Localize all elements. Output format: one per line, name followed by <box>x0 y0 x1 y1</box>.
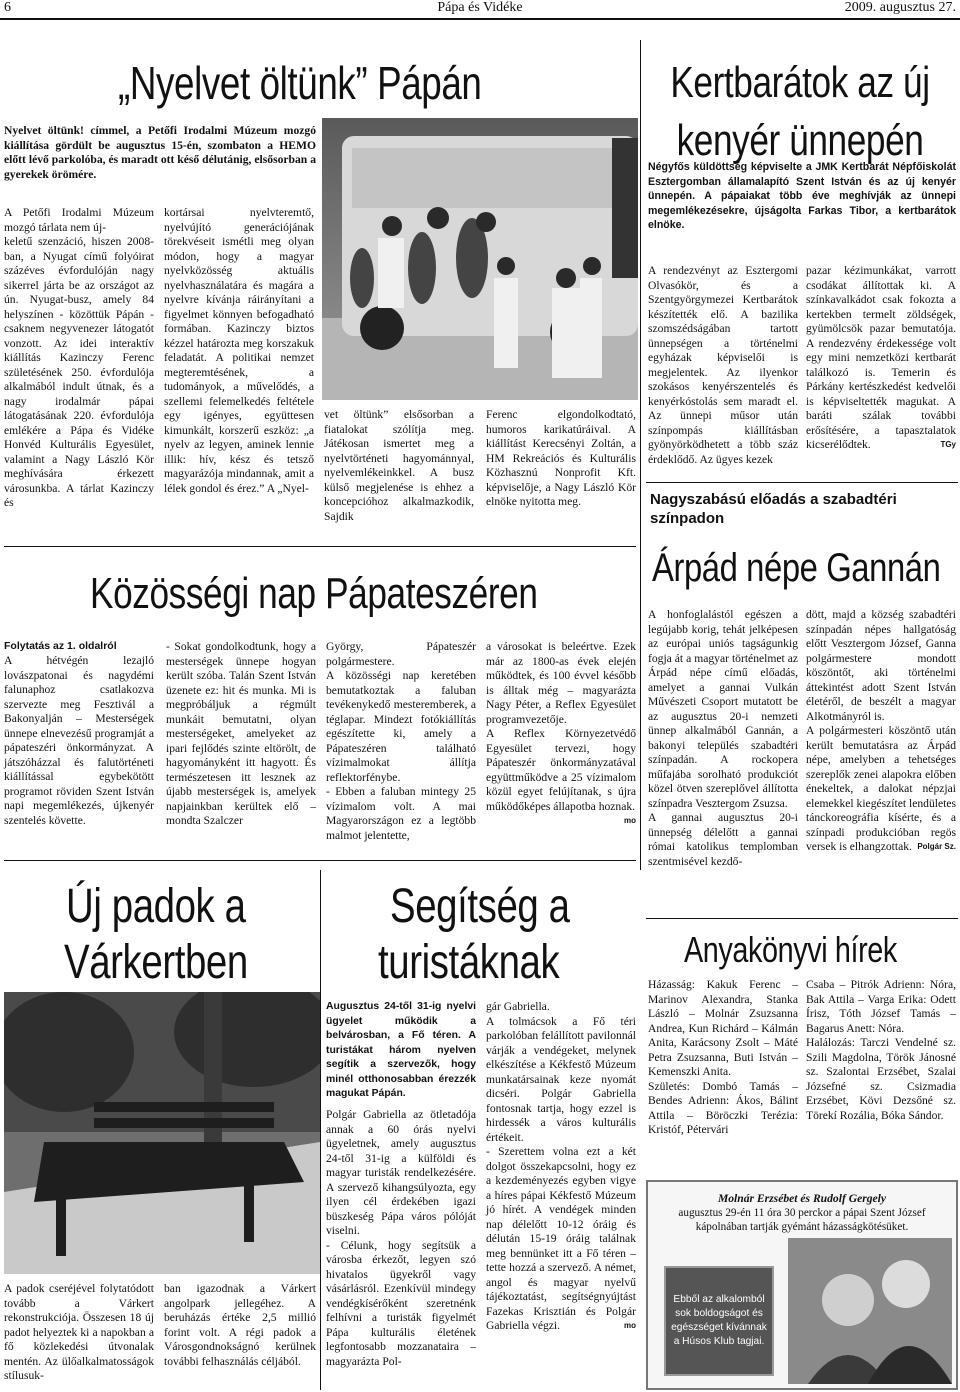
article-title-nyelvet: „Nyelvet öltünk” Pápán <box>118 57 482 109</box>
article-lead-kertbaratok: Négyfős küldöttség képviselte a JMK Kertbarát Népfőiskolát Esztergomban államalapító Szent István és az új kenyér ünnepén. A pápaiakat több éve meghívják az ünnepi megemlékezésekre, újságolta Farkas Tibor, a kertbarátok elnöke. <box>648 161 956 232</box>
article-subtitle-arpad: Nagyszabású előadás a szabadtéri színpadon <box>650 491 897 527</box>
rule-kert-bottom <box>646 482 958 483</box>
arpad-col2-text: dött, majd a község szabadtéri színpadán népes hallgatóság előtt Vesztergom József, Ganna polgármestere mondott köszöntőt, aki történelmi áttekintést adott Szent István életéről, de beszélt a magyar Alkotmányról is. A polgármesteri köszöntő után került bemutatásra az Árpád népe, amelyben a tehetséges szereplők zenei alapokra előben énekeltek, a dalokat népzjai elemekkel kiegészítet lendületes tánckoreográfia kísérte, és a színpadi produkcióban regös versek is elhangzottak. <box>806 608 957 853</box>
nyelvet-col2: kortársai nyelvteremtő, nyelvújító generációjának törekvéseit ismétli meg olyan módon, hogy a magyar nyelvközösség aktuális nyelvhasználatára és magára a nyelvre kívánja ráirányítani a figyelmet könnyen befogadható formában. Kazinczy biztos kézzel határozta meg korszakuk feladatát. A politikai nemzet megteremtésének, a tudományok, a művelődés, a szellemi felemelkedés feltétele egy igényes, együttesen kimunkált, korszerű eszköz: „a nyelv az legyen, aminek lennie illik: hív, kész és tetsző magyarázója mindannak, amit a lélek gondol és érez.” A „Nyel- <box>164 206 314 495</box>
article-title-anyakonyv: Anyakönyvi hírek <box>684 929 897 970</box>
kertbaratok-col2-text: pazar kézimunkákat, varrott csodákat állítottak ki. A színkavalkádot csak fokozta a kertekben termelt zöldségek, gyümölcsök pazar bemutatója. A rendezvény érdekessége volt egy mini nemzetközi kertbarát találkozó is. Temerin és Párkány kertészkedést kedvelői is képviseltették magukat. A baráti szálak további erősítésére, a tapasztalatok kicserélődtek. <box>806 264 956 451</box>
wish-text: Ebből az alkalomból sok boldogságot és egészséget kívánnak a Húsos Klub tagjai. <box>671 1294 767 1347</box>
couple-photo-image <box>788 1238 952 1384</box>
header-rule <box>0 18 960 20</box>
segitseg-col2 <box>486 1000 636 1334</box>
nyelvet-col1: A Petőfi Irodalmi Múzeum mozgó tárlata nem új- keletű szenzáció, hiszen 2008-ban, a Nyugat című folyóirat százéves évfordulóján nagy sikerrel járta be az országot az ún. Nyugat-busz, amely 84 helyszínen - közöttük Pápán - csaknem negyvenezer látogatót vonzott. Az idei interaktív kiállítás Kazinczy Ferenc születésének 250. évfordulója alkalmából indult útnak, és a nagy irodalmár pápai látogatásának 220. évfordulója emlékére a Pápa és Vidéke Honvéd Kulturális Egyesület, valamint a Nagy László Kör meghívására érkezett városunkba. A tárlat Kazinczy és <box>4 206 154 509</box>
article-title-segitseg-2: turistáknak <box>378 936 560 989</box>
couple-photo <box>788 1238 952 1384</box>
kertbaratok-col1: A rendezvényt az Esztergomi Olvasókör, és a Szentgyörgymezei Kertbarátok készítették elő. A bazilika szomszédságában tartott ünnepségen a történelmi egyházak képviselői is megjelentek. Az ilyenkor szokásos kenyérszentelés és kenyérkóstolás sem maradt el. Az ünnepi műsor után színpompás kiállításban gyönyörködhetett a több száz érdeklődő. Az ügyes kezek <box>648 264 798 466</box>
bus-photo-image <box>322 118 638 400</box>
kozossegi-col4-text: a városokat is beleértve. Ezek már az 1800-as évek elején működtek, és 100 évvel később is álltak még – magyarázta Nagy Péter, a Reflex Egyesület programvezetője. A Reflex Környezetvédő Egyesület tervezi, hogy Pápateszér önkormányzatával együttműködve a 25 vízimalom közül egyet felújítanak, s újra működőképes állapotba hoznak. <box>486 640 636 813</box>
kozossegi-col1: A hétvégén lezajló lovászpatonai és nagydémi falunaphoz csatlakozva szervezte meg Fesztivál a Bakonyalján – Mesterségek ünnepe elnevezésű programját a pápateszéri önkormányzat. A játszóházzal és falutörténeti kiállítással egybekötött programot röviden Szent István napi megemlékezés, újkenyér szentelés követte. <box>4 654 154 827</box>
article-title-padok-1: Új padok a <box>66 880 246 933</box>
segitseg-signature: mo <box>624 1321 636 1330</box>
article-title-padok-2: Várkertben <box>64 936 248 989</box>
nyelvet-col3: vet öltünk” elsősorban a fiatalokat szólítja meg. Játékosan ismertet meg a nyelvtörténeti hagyománnyal, nyelvemlékeinkkel. A busz külső megjelenése is ehhez a koncepcióhoz alkalmazkodik, Sajdik <box>324 408 474 523</box>
divider-padok <box>320 870 321 1390</box>
article-title-kertbaratok: Kertbarátok az új kenyér ünnepén <box>670 58 930 165</box>
rule-kozossegi-top <box>4 546 636 547</box>
anniversary-box <box>646 1180 958 1390</box>
column-divider <box>640 40 641 870</box>
bus-photo <box>322 118 638 400</box>
segitseg-lead: Augusztus 24-től 31-ig nyelvi ügyelet működik a belvárosban, a Fő téren. A turistákat három nyelven segítik a szervezők, hogy minél otthonosabban érezzék magukat Pápán. <box>326 1001 476 1099</box>
page-number: 6 <box>4 0 11 15</box>
article-lead-nyelvet: Nyelvet öltünk! címmel, a Petőfi Irodalmi Múzeum mozgó kiállítása gördült be augusztus 15-én, szombaton a HEMO előtt lévő parkolóba, és maradt ott késő délutánig, elsősorban a gyerekek örömére. <box>4 124 316 181</box>
kozossegi-col2: - Sokat gondolkodtunk, hogy a mesterségek ünnepe hogyan került szóba. Talán Szent István üzenete ez: hit és munka. Mi is megpróbáljuk a régmúlt munkáit bemutatni, olyan mesterségeket, amelyeket az ipari fejlődés szinte eltörölt, de hagyományként itt hagyott. És természetesen itt lesznek az újabb mesterségek is, amelyek napjainkban kerültek elő – mondta Szalczer <box>166 640 316 827</box>
continued-note: Folytatás az 1. oldalról <box>4 640 117 652</box>
bench-photo <box>4 992 320 1274</box>
article-title-kozossegi: Közösségi nap Pápateszéren <box>90 569 538 618</box>
anniversary-names: Molnár Erzsébet és Rudolf Gergely <box>717 1192 887 1205</box>
article-title-arpad: Árpád népe Gannán <box>652 546 941 590</box>
segitseg-col2-text: gár Gabriella. A tolmácsok a Fő téri parkolóban felállított pavilonnál várják a vendégeket, melynek elkészítése a Kékfestő Múzeum munkatársainak keze nyomát dicséri. Polgár Gabriella fontosnak tartja, hogy ezzel is hirdessék a város kulturális értékeit. - Szerettem volna ezt a két dolgot összekapcsolni, hogy ez a kezdeményezés egyben vigye a híres pápai Kékfestő Múzeum jó hírét. A vendégek minden nap délelőtt 10-12 óráig és délután 15-19 óráig találnak meg bennünket itt a Fő téren – tette hozzá a szervező. A német, angol és magyar nyelvű tájékoztatást, segítségnyújtást Fazekas Krisztián és Polgár Gabriella végzi. <box>486 1000 636 1332</box>
anniversary-text: augusztus 29-én 11 óra 30 perckor a pápai Szent József kápolnában tartják gyémánt házasságkötésüket. <box>678 1207 926 1233</box>
padok-col1: A padok cseréjével folytatódott tovább a Várkert rekonstrukciója. Összesen 18 új padot helyeztek ki a napokban a fő közlekedési útvonalak mentén. Az ülőalkalmatosságok stílusuk- <box>4 1282 154 1382</box>
arpad-col2 <box>806 608 956 855</box>
arpad-col1: A honfoglalástól egészen a legújabb korig, tehát jelképesen az európai uniós tagságunkig fogja át a magyar történelmet az Árpád népe című előadás, amelyet a gannai Vulkán Művészeti Csoport mutatott be az augusztus 20-i nemzeti ünnep alkalmából Gannán, a bakonyi település szabadtéri színpadán. A rockopera műfajába sorolható produkciót közel ötven szereplővel állította színpadra Vesztergom Zsuzsa. A gannai augusztus 20-i ünnepség délelőtt a gannai római katolikus templomban szentmisével kezdő- <box>648 608 798 868</box>
paper-name: Pápa és Vidéke <box>437 0 523 15</box>
kertbaratok-col2 <box>806 264 956 453</box>
rule-mid <box>4 860 636 861</box>
article-title-segitseg-1: Segítség a <box>390 880 570 933</box>
rule-anyakonyv-top <box>646 918 958 919</box>
nyelvet-col4: Ferenc elgondolkodtató, humoros karikatúráival. A kiállítást Kerecsényi Zoltán, a HM Rekreációs és Kulturális Közhasznú Nonprofit Kft. képviselője, a Nagy László Kör elnöke nyitotta meg. <box>486 408 636 508</box>
segitseg-col1: Polgár Gabriella az ötletadója annak a 60 órás nyelvi ügyeletnek, amely augusztus 24-től 31-ig a külföldi és magyar turisták rendelkezésére. A szervező kihangsúlyozta, egy ilyen cél érdekében igazi büszkeség Pápa város pólóját viselni. - Célunk, hogy segítsük a városba érkezőt, legyen szó hivatalos ügyekről vagy vásárlásról. Ezenkívül mindegy vendégkísérőként szeretnénk felhívni a turisták figyelmét Pápa kulturális életének legfontosabb mozzanataira – magyarázta Pol- <box>326 1108 476 1368</box>
anyakonyv-col1: Házasság: Kakuk Ferenc – Marinov Alexandra, Stanka László – Molnár Zsuzsanna Andrea, Kun Richárd – Kálmán Anita, Karácsony Zsolt – Máté Petra Zsuzsanna, Buti István – Kemenszki Anita. Születés: Dombó Tamás – Bendes Adrienn: Ákos, Bálint Attila – Böröczki Terézia: Kristóf, Pétervári <box>648 978 798 1136</box>
wish-box <box>664 1266 774 1376</box>
issue-date: 2009. augusztus 27. <box>844 0 956 15</box>
anyakonyv-col2: Csaba – Pitrók Adrienn: Nóra, Bak Attila – Varga Erika: Odett Írisz, Tóth József Tamás – Bagarus Anett: Nóra. Halálozás: Tarczi Vendelné sz. Szili Magdolna, Török Jánosné sz. Szalontai Erzsébet, Szalai Józsefné sz. Csizmadia Erzsébet, Kövi Dezsőné sz. Törekí Rozália, Bóka Sándor. <box>806 978 956 1122</box>
padok-col2: ban igazodnak a Várkert angolpark jellegéhez. A beruházás értéke 2,5 millió forint volt. A régi padok a Városgondnokságnó kerülnek további felhasználás céljából. <box>164 1282 316 1368</box>
kozossegi-col4 <box>486 640 636 829</box>
bench-photo-image <box>4 992 320 1274</box>
kozossegi-col3: György, Pápateszér polgármestere. A közösségi nap keretében bemutatkoztak a faluban tevékenykedő mesteremberek, a téglapar. Mindezt fotókiállítás egészítette ki, amely a Pápateszéren található vízimalmokat állítja reflektorfénybe. - Ebben a faluban mintegy 25 vízimalom volt. A mai Magyarországon ez a legtöbb malmot jelentette, <box>326 640 476 842</box>
arpad-signature: Polgár Sz. <box>917 842 956 851</box>
kertbaratok-signature: TGy <box>940 440 956 449</box>
kozossegi-signature: mo <box>624 816 636 825</box>
